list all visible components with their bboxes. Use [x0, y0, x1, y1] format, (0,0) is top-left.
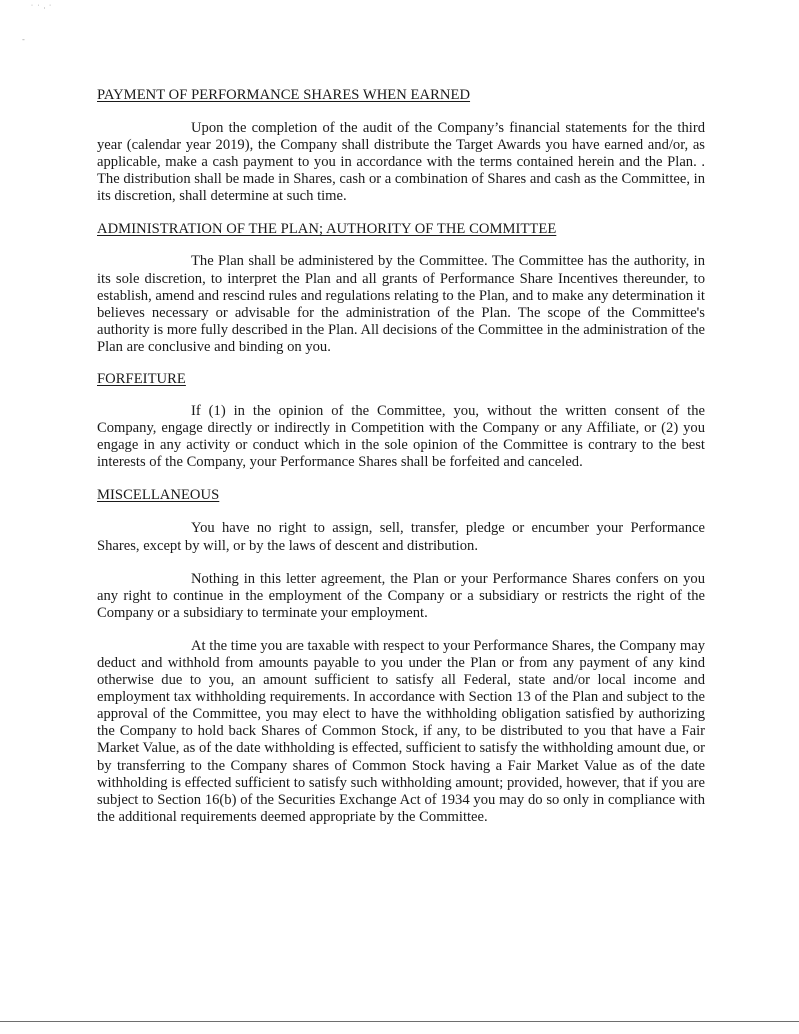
page-bottom-edge-divider — [0, 1021, 799, 1022]
section-paragraph-forfeiture: If (1) in the opinion of the Committee, you, without the written consent of the Company, engage directly or indirectly in Competition with the Company or any Affiliate, or (2) you engage in any activity or conduct which in the sole opinion of the Committee is contrary to the best interests of the Company, your Performance Shares shall be forfeited and canceled. — [97, 403, 705, 471]
document-body — [97, 84, 705, 826]
section-paragraph-assignment: You have no right to assign, sell, transfer, pledge or encumber your Performance Shares, except by will, or by the laws of descent and distribution. — [97, 520, 705, 554]
section-paragraph-administration: The Plan shall be administered by the Committee. The Committee has the authority, in its sole discretion, to interpret the Plan and all grants of Performance Share Incentives thereunder, to establish, amend and rescind rules and regulations relating to the Plan, and to make any determination it believes necessary or advisable for the administration of the Plan. The scope of the Committee's authority is more fully described in the Plan. All decisions of the Committee in the administration of the Plan are conclusive and binding on you. — [97, 253, 705, 355]
section-heading-forfeiture: FORFEITURE — [97, 371, 186, 388]
section-heading-payment: PAYMENT OF PERFORMANCE SHARES WHEN EARNED — [97, 87, 471, 103]
scan-artifact-icon: - — [22, 35, 25, 44]
section-heading-administration: ADMINISTRATION OF THE PLAN; AUTHORITY OF THE COMMITTEE — [97, 221, 557, 238]
scan-artifact-icon: ˙ ˙ · ˙ — [30, 4, 53, 13]
section-paragraph-employment: Nothing in this letter agreement, the Plan or your Performance Shares confers on you any right to continue in the employment of the Company or a subsidiary or restricts the right of the Company or a subsidiary to terminate your employment. — [97, 570, 705, 621]
section-heading-miscellaneous: MISCELLANEOUS — [97, 487, 220, 504]
section-paragraph-payment: Upon the completion of the audit of the Company’s financial statements for the third year (calendar year 2019), the Company shall distribute the Target Awards you have earned and/or, as applicable, make a cash payment to you in accordance with the terms contained herein and the Plan. . The distribution shall be made in Shares, cash or a combination of Shares and cash as the Committee, in its discretion, shall determine at such time. — [97, 120, 705, 205]
section-paragraph-withholding: At the time you are taxable with respect to your Performance Shares, the Company may deduct and withhold from amounts payable to you under the Plan or from any payment of any kind otherwise due to you, an amount sufficient to satisfy all Federal, state and/or local income and employment tax withholding requirements. In accordance with Section 13 of the Plan and subject to the approval of the Committee, you may elect to have the withholding obligation satisfied by authorizing the Company to hold back Shares of Common Stock, if any, to be distributed to you that have a Fair Market Value, as of the date withholding is effected, sufficient to satisfy the withholding amount due, or by transferring to the Company shares of Common Stock having a Fair Market Value as of the date withholding is effected sufficient to satisfy such withholding amount; provided, however, that if you are subject to Section 16(b) of the Securities Exchange Act of 1934 you may do so only in compliance with the additional requirements deemed appropriate by the Committee. — [97, 637, 705, 825]
